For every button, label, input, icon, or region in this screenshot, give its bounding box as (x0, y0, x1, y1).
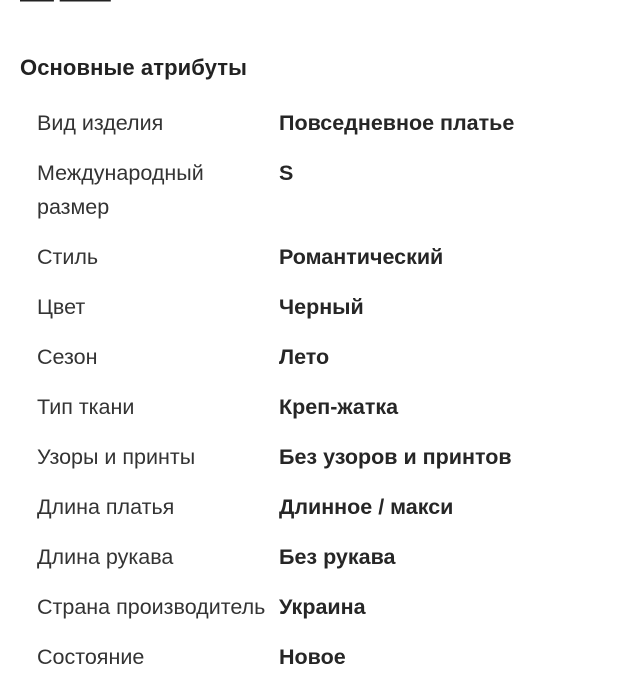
attribute-value: Повседневное платье (279, 111, 515, 135)
attribute-name: Узоры и принты (37, 445, 196, 469)
attribute-row-item-type (0, 106, 638, 140)
attribute-name: Состояние (37, 645, 145, 669)
attribute-row-season (0, 340, 638, 374)
attributes-list (0, 106, 638, 690)
attribute-row-fabric-type (0, 390, 638, 424)
attribute-row-country (0, 590, 638, 624)
attribute-name: Стиль (37, 245, 99, 269)
attribute-value: Украина (279, 595, 366, 619)
attribute-value: Без рукава (279, 545, 396, 569)
attribute-name: Вид изделия (37, 111, 164, 135)
attribute-value: Без узоров и принтов (279, 445, 512, 469)
attribute-row-color (0, 290, 638, 324)
section-title: Основные атрибуты (20, 55, 248, 80)
attribute-name: Сезон (37, 345, 98, 369)
attribute-name: Цвет (37, 295, 86, 319)
attribute-value: Новое (279, 645, 346, 669)
attribute-name: Международный размер (37, 161, 204, 219)
attribute-name: Тип ткани (37, 395, 135, 419)
attribute-row-sleeve-length (0, 540, 638, 574)
attribute-value: Черный (279, 295, 364, 319)
attribute-value: Романтический (279, 245, 444, 269)
attribute-value: Лето (279, 345, 330, 369)
attribute-row-condition (0, 640, 638, 674)
attribute-row-international-size (0, 156, 638, 224)
attribute-row-dress-length (0, 490, 638, 524)
attribute-value: S (279, 161, 294, 185)
attribute-row-style (0, 240, 638, 274)
attribute-name: Длина рукава (37, 545, 174, 569)
previous-section-cutoff (20, 0, 180, 6)
attribute-row-patterns (0, 440, 638, 474)
attribute-name: Страна производитель (37, 595, 266, 619)
attribute-value: Креп-жатка (279, 395, 399, 419)
attribute-value: Длинное / макси (279, 495, 454, 519)
attribute-name: Длина платья (37, 495, 175, 519)
